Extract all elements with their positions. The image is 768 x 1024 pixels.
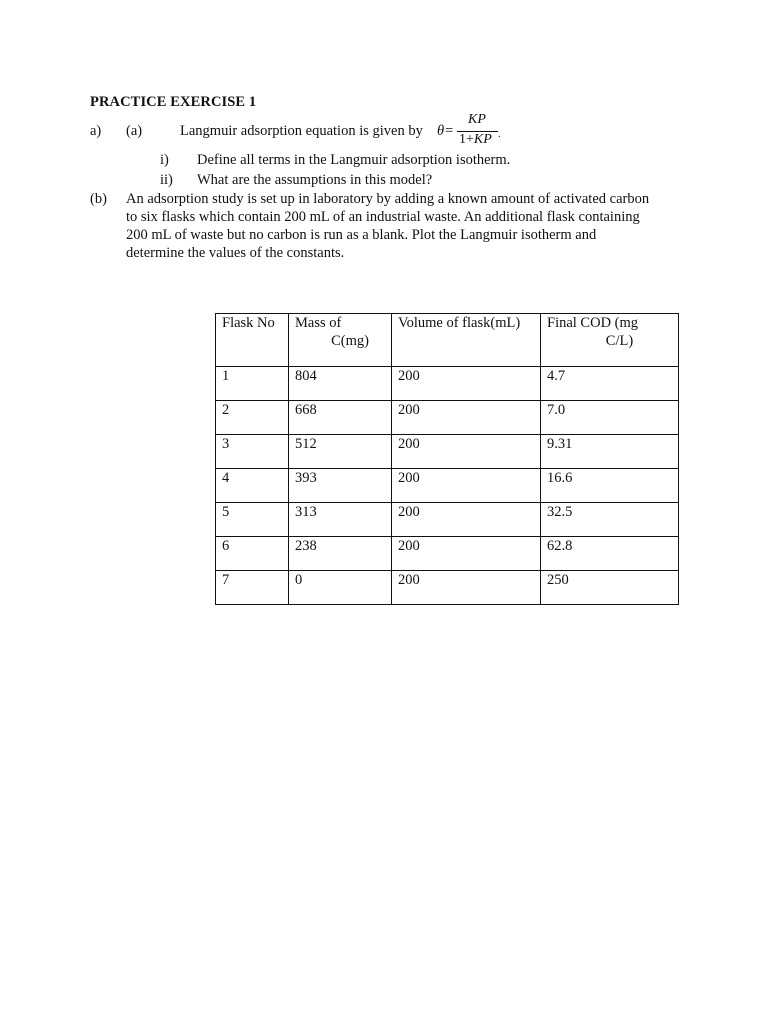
paragraph-line: to six flasks which contain 200 mL of an industrial waste. An additional flask containing <box>126 209 640 225</box>
cell-cod: 16.6 <box>541 469 679 503</box>
header-volume-text: Volume of flask(mL) <box>398 315 521 331</box>
table-row <box>216 367 679 401</box>
cell-flask: 3 <box>216 435 289 469</box>
theta-symbol: θ= <box>437 123 454 139</box>
cell-cod: 4.7 <box>541 367 679 401</box>
cell-volume: 200 <box>392 401 541 435</box>
question-a-label: a) <box>90 123 102 139</box>
cell-flask: 5 <box>216 503 289 537</box>
cell-volume: 200 <box>392 367 541 401</box>
cell-volume: 200 <box>392 537 541 571</box>
fraction-numerator: KP <box>468 112 486 127</box>
adsorption-data-table <box>215 313 679 605</box>
cell-flask: 6 <box>216 537 289 571</box>
paragraph-line: 200 mL of waste but no carbon is run as a blank. Plot the Langmuir isotherm and <box>126 227 597 243</box>
cell-mass: 804 <box>289 367 392 401</box>
cell-mass: 668 <box>289 401 392 435</box>
question-a-sublabel: (a) <box>126 123 143 139</box>
header-volume <box>392 314 541 367</box>
cell-volume: 200 <box>392 469 541 503</box>
header-flask-no <box>216 314 289 367</box>
table-header-row <box>216 314 679 367</box>
cell-flask: 2 <box>216 401 289 435</box>
cell-mass: 393 <box>289 469 392 503</box>
header-flask-no-text: Flask No <box>222 315 275 331</box>
header-mass <box>289 314 392 367</box>
cell-volume: 200 <box>392 571 541 605</box>
question-b-label: (b) <box>90 191 107 207</box>
table-row <box>216 537 679 571</box>
langmuir-equation-text: Langmuir adsorption equation is given by <box>180 123 423 139</box>
item-ii-text: What are the assumptions in this model? <box>197 172 433 188</box>
paragraph-line: determine the values of the constants. <box>126 245 345 261</box>
fraction-denominator-constant: 1+ <box>459 132 474 147</box>
table-row <box>216 401 679 435</box>
cell-mass: 0 <box>289 571 392 605</box>
table-row <box>216 469 679 503</box>
item-i-number: i) <box>160 152 169 168</box>
cell-cod: 62.8 <box>541 537 679 571</box>
cell-flask: 7 <box>216 571 289 605</box>
fraction-denominator <box>459 132 492 148</box>
cell-cod: 250 <box>541 571 679 605</box>
fraction-period: . <box>498 129 501 140</box>
table-row <box>216 435 679 469</box>
header-mass-line1: Mass of <box>295 315 342 331</box>
cell-volume: 200 <box>392 503 541 537</box>
cell-mass: 313 <box>289 503 392 537</box>
header-cod <box>541 314 679 367</box>
fraction-denominator-variable: KP <box>473 132 492 147</box>
cell-cod: 32.5 <box>541 503 679 537</box>
cell-flask: 1 <box>216 367 289 401</box>
item-i-text: Define all terms in the Langmuir adsorption isotherm. <box>197 152 511 168</box>
exercise-title: PRACTICE EXERCISE 1 <box>90 94 257 110</box>
header-cod-line2: C/L) <box>605 333 634 349</box>
cell-cod: 7.0 <box>541 401 679 435</box>
paragraph-line: An adsorption study is set up in laboratory by adding a known amount of activated carbon <box>126 191 650 207</box>
cell-volume: 200 <box>392 435 541 469</box>
header-cod-line1: Final COD (mg <box>547 315 639 331</box>
cell-cod: 9.31 <box>541 435 679 469</box>
cell-flask: 4 <box>216 469 289 503</box>
header-mass-line2: C(mg) <box>331 333 369 349</box>
question-b-paragraph <box>126 190 686 262</box>
cell-mass: 238 <box>289 537 392 571</box>
item-ii-number: ii) <box>160 172 173 188</box>
table-row <box>216 571 679 605</box>
table-row <box>216 503 679 537</box>
cell-mass: 512 <box>289 435 392 469</box>
